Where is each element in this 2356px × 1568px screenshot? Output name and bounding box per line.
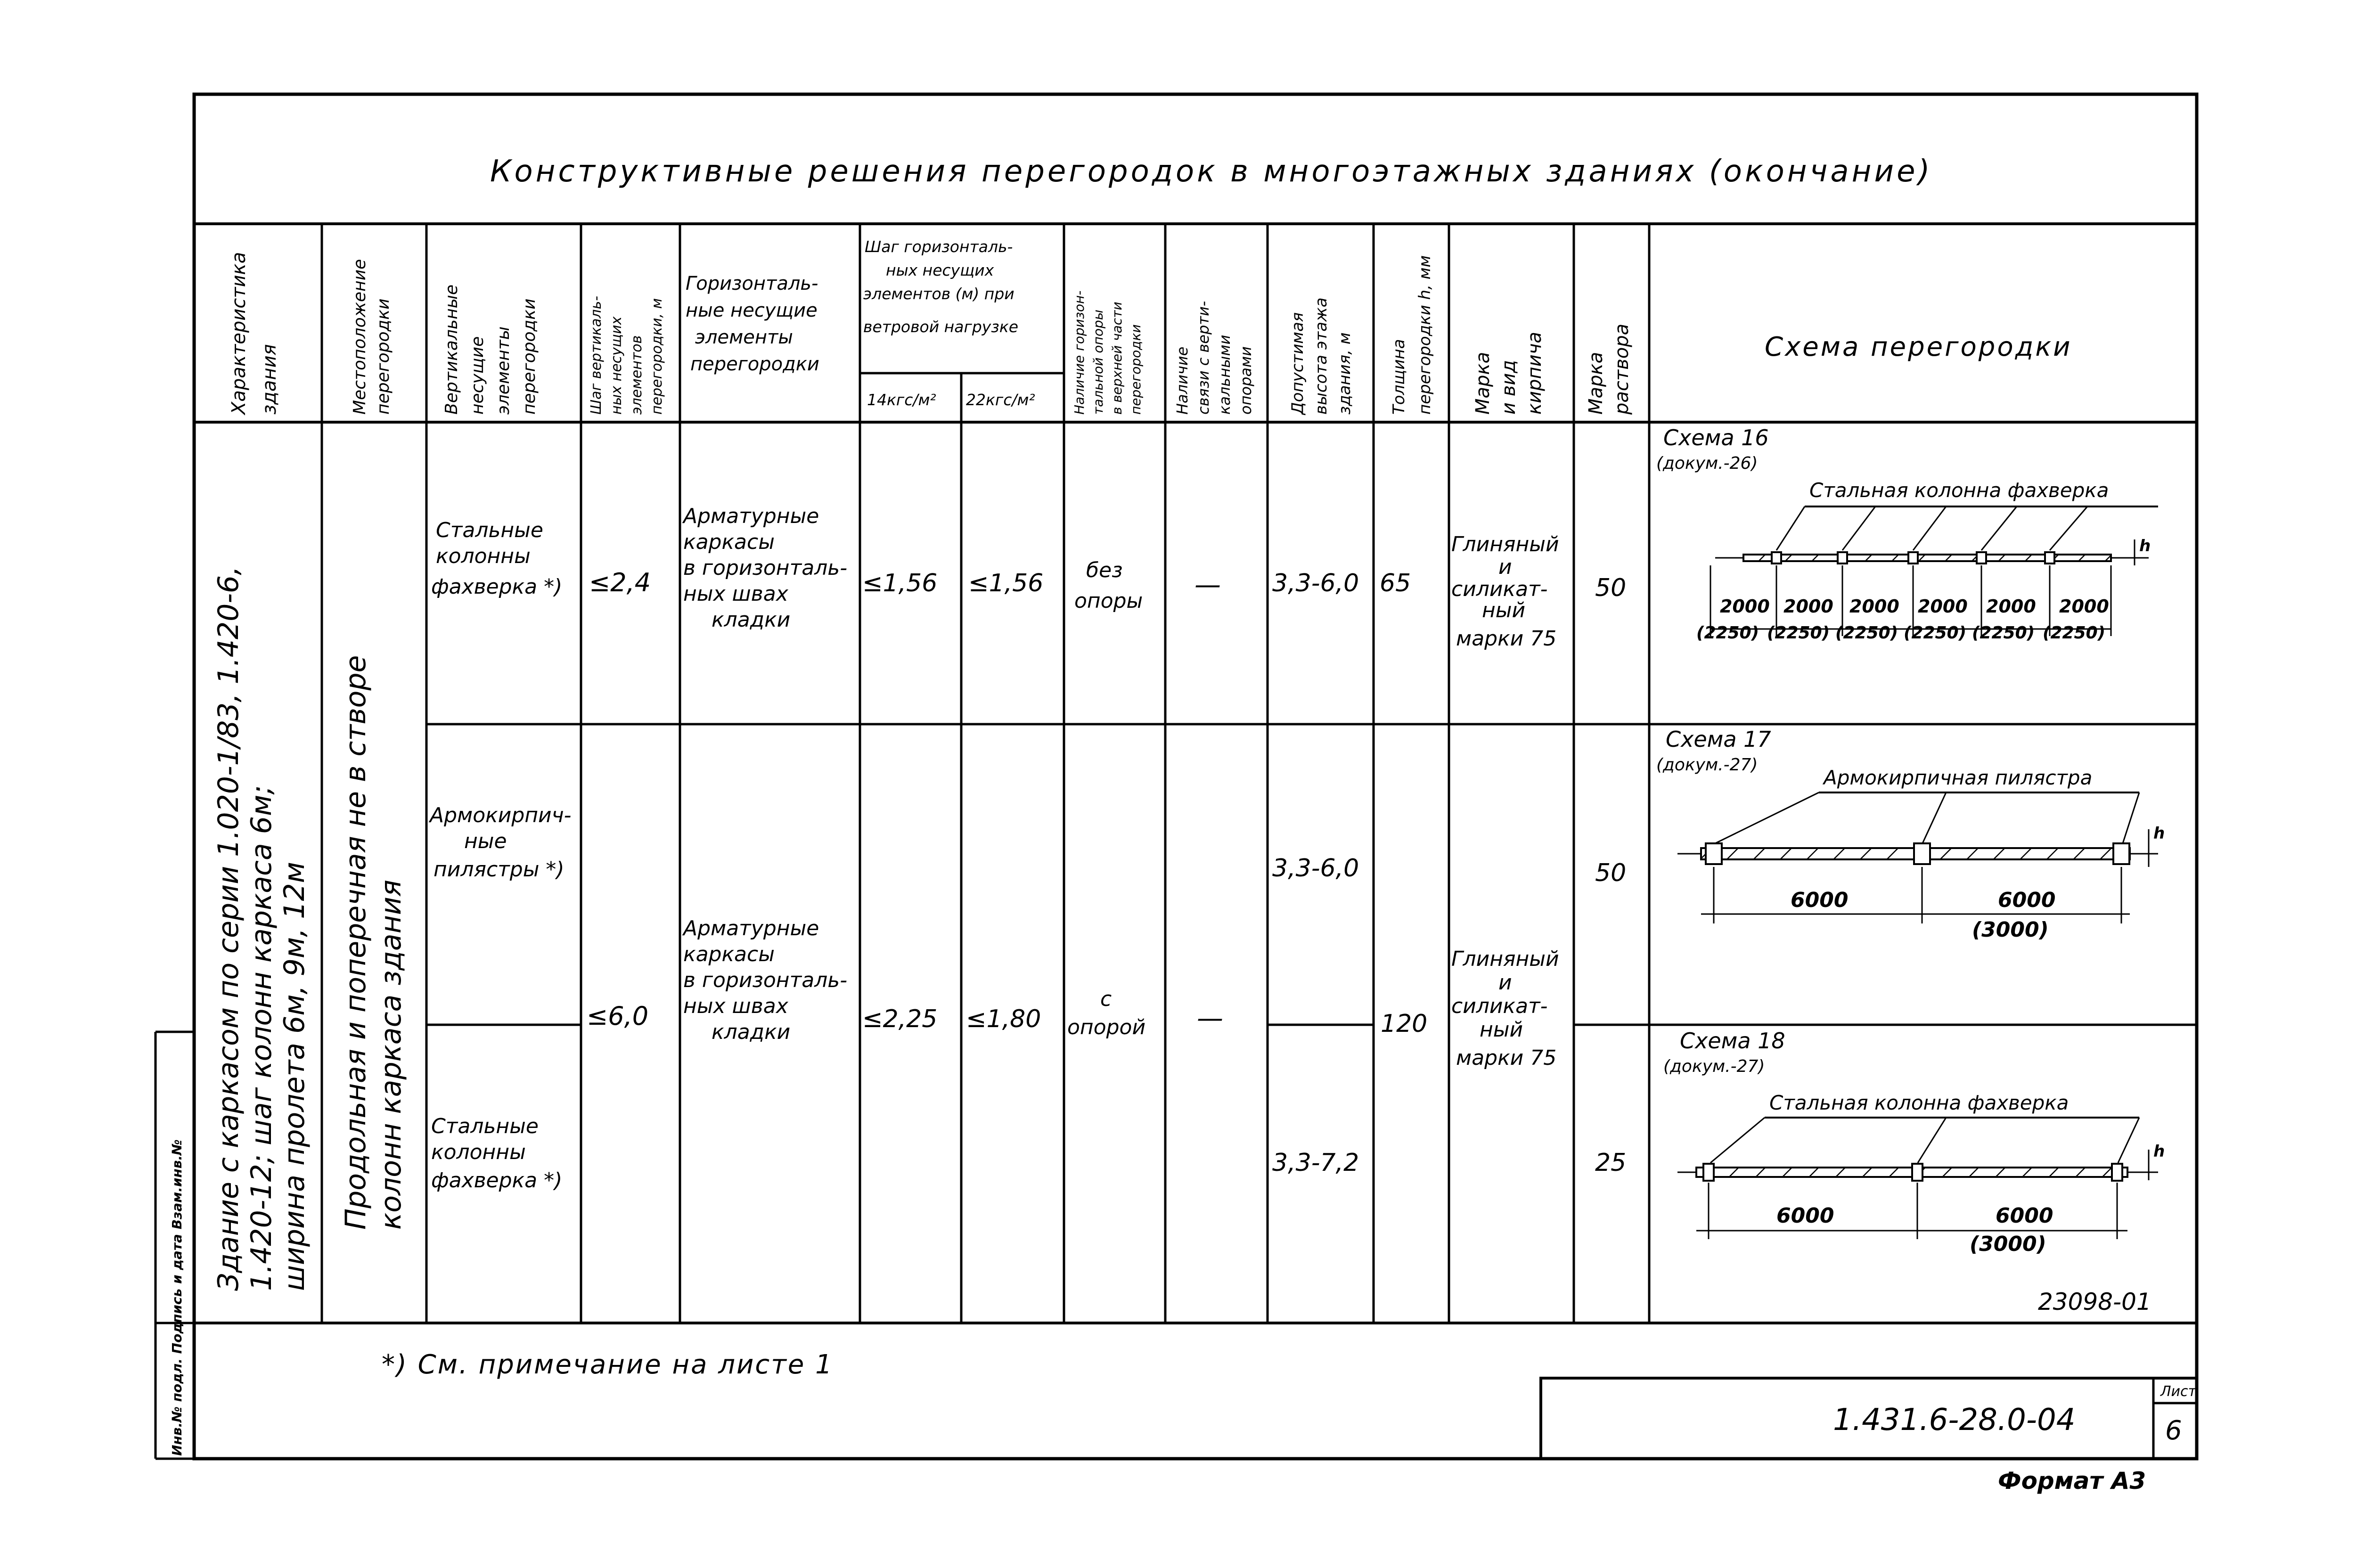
svg-text:в горизонталь-: в горизонталь-	[683, 968, 848, 992]
svg-text:(докум.-27): (докум.-27)	[1656, 755, 1758, 775]
paper-format: Формат А3	[1998, 1467, 2146, 1494]
svg-text:перегородки: перегородки	[690, 353, 819, 375]
scheme-18-leaders	[1710, 1118, 2139, 1163]
svg-text:силикат-: силикат-	[1451, 994, 1548, 1018]
svg-text:элементы: элементы	[695, 327, 793, 348]
svg-text:Допустимая: Допустимая	[1288, 312, 1307, 415]
header-vertical-link	[1173, 301, 1255, 415]
svg-text:и: и	[1498, 555, 1512, 579]
svg-text:высота этажа: высота этажа	[1312, 297, 1331, 415]
table-row-2	[428, 803, 1626, 887]
svg-text:и: и	[1498, 971, 1512, 995]
svg-text:ных швах: ных швах	[683, 582, 788, 606]
svg-text:2000: 2000	[1918, 596, 1968, 617]
svg-text:Марка: Марка	[1585, 351, 1607, 415]
table-row-1	[431, 504, 1626, 651]
svg-text:Арматурные: Арматурные	[683, 504, 819, 528]
svg-text:120: 120	[1381, 1010, 1428, 1038]
svg-text:ный: ный	[1480, 1018, 1523, 1042]
svg-text:кальными: кальными	[1216, 335, 1234, 415]
svg-text:(2250): (2250)	[2043, 623, 2106, 643]
header-vertical-elements	[442, 285, 539, 415]
svg-text:1.420-12; шаг колонн каркаса 6: 1.420-12; шаг колонн каркаса 6м;	[245, 785, 278, 1291]
svg-text:3,3-6,0: 3,3-6,0	[1272, 569, 1359, 597]
svg-text:опоры: опоры	[1074, 589, 1143, 613]
svg-text:Схема 17: Схема 17	[1666, 727, 1771, 752]
svg-text:ные: ные	[464, 829, 507, 853]
svg-text:(2250): (2250)	[1835, 623, 1898, 643]
svg-text:в верхней части: в верхней части	[1109, 302, 1125, 415]
svg-text:кладки: кладки	[712, 608, 791, 632]
document-code: 1.431.6-28.0-04	[1833, 1403, 2076, 1437]
svg-text:(2250): (2250)	[1696, 623, 1759, 643]
svg-text:Шаг вертикаль-: Шаг вертикаль-	[588, 295, 605, 415]
svg-text:6000: 6000	[1791, 888, 1849, 912]
svg-text:опорой: опорой	[1067, 1015, 1146, 1039]
svg-text:3,3-7,2: 3,3-7,2	[1272, 1149, 1359, 1177]
svg-text:65: 65	[1380, 569, 1411, 597]
header-brick	[1472, 332, 1546, 415]
svg-text:тальной опоры: тальной опоры	[1090, 310, 1106, 415]
header-location	[350, 259, 393, 415]
svg-text:2000: 2000	[1783, 596, 1833, 617]
svg-text:элементы: элементы	[494, 326, 513, 415]
svg-text:связи с верти-: связи с верти-	[1194, 301, 1212, 415]
svg-text:Армокирпичная пилястра: Армокирпичная пилястра	[1824, 766, 2093, 789]
header-scheme: Схема перегородки	[1765, 332, 2072, 362]
margin-stamp: Инв.№ подл. Подпись и дата Взам.инв.№	[169, 1139, 185, 1456]
svg-text:≤2,4: ≤2,4	[589, 568, 651, 597]
svg-text:в горизонталь-: в горизонталь-	[683, 556, 848, 580]
svg-text:элементов: элементов	[629, 335, 645, 415]
svg-text:—: —	[1194, 570, 1221, 600]
svg-text:Марка: Марка	[1472, 351, 1494, 415]
svg-text:2000: 2000	[1720, 596, 1770, 617]
svg-text:ширина пролета 6м, 9м, 12м: ширина пролета 6м, 9м, 12м	[278, 862, 311, 1291]
svg-text:≤2,25: ≤2,25	[862, 1005, 938, 1033]
svg-text:силикат-: силикат-	[1451, 577, 1548, 601]
sheet-number: 6	[2165, 1415, 2182, 1446]
svg-text:колонны: колонны	[431, 1140, 526, 1164]
svg-text:Схема 16: Схема 16	[1663, 425, 1769, 450]
header-horizontal-elements	[686, 273, 819, 375]
svg-text:25: 25	[1595, 1149, 1627, 1177]
svg-text:(3000): (3000)	[1970, 1232, 2046, 1256]
svg-text:опорами: опорами	[1237, 346, 1255, 415]
scheme-18	[1663, 1028, 2165, 1256]
svg-text:≤6,0: ≤6,0	[587, 1001, 649, 1031]
svg-text:≤1,80: ≤1,80	[966, 1005, 1041, 1033]
svg-text:Местоположение: Местоположение	[350, 259, 369, 415]
svg-text:ветровой нагрузке: ветровой нагрузке	[863, 318, 1019, 336]
svg-text:2000: 2000	[1986, 596, 2036, 617]
svg-text:Глиняный: Глиняный	[1451, 532, 1559, 556]
footnote: *) См. примечание на листе 1	[382, 1349, 834, 1380]
svg-text:Глиняный: Глиняный	[1451, 947, 1559, 971]
svg-text:ный: ный	[1482, 598, 1526, 622]
svg-text:Здание с каркасом по серии 1.0: Здание с каркасом по серии 1.020-1/83, 1.420-6,	[212, 566, 245, 1291]
svg-text:несущие: несущие	[468, 336, 487, 415]
svg-text:перегородки: перегородки	[1128, 324, 1144, 415]
svg-text:перегородки: перегородки	[374, 298, 393, 415]
scheme-17	[1656, 727, 2165, 942]
svg-text:ные несущие: ные несущие	[686, 300, 818, 321]
scheme-17-leaders	[1715, 792, 2139, 843]
svg-text:2000: 2000	[2059, 596, 2109, 617]
svg-text:Арматурные: Арматурные	[683, 916, 819, 940]
svg-text:и вид: и вид	[1498, 360, 1520, 415]
header-top-support	[1072, 291, 1144, 415]
svg-text:раствора: раствора	[1611, 323, 1633, 415]
svg-text:h: h	[2139, 537, 2151, 555]
header-vertical-step	[588, 296, 665, 415]
svg-text:элементов (м) при: элементов (м) при	[863, 285, 1014, 303]
svg-text:Шаг горизонталь-: Шаг горизонталь-	[865, 237, 1013, 256]
scheme-16-wall	[1743, 555, 2111, 561]
header-characteristic	[228, 252, 280, 416]
svg-text:6000: 6000	[1998, 888, 2056, 912]
header-mortar	[1585, 324, 1633, 415]
svg-text:каркасы: каркасы	[683, 530, 775, 554]
svg-text:50: 50	[1595, 859, 1627, 887]
svg-text:фахверка *): фахверка *)	[431, 1168, 563, 1192]
sheet-label: Лист	[2160, 1383, 2197, 1400]
svg-text:кладки: кладки	[712, 1020, 791, 1044]
header-wind-22: 22кгс/м²	[966, 391, 1035, 409]
svg-text:колонны: колонны	[436, 544, 531, 568]
building-characteristic	[212, 566, 311, 1291]
sheet-title: Конструктивные решения перегородок в многоэтажных зданиях (окончание)	[490, 154, 1933, 189]
svg-text:Схема 18: Схема 18	[1680, 1028, 1785, 1054]
header-horizontal-step	[863, 237, 1035, 409]
svg-text:Толщина: Толщина	[1390, 339, 1408, 415]
table-row-3	[431, 1114, 1626, 1192]
svg-text:пилястры *): пилястры *)	[434, 858, 564, 882]
svg-text:Характеристика: Характеристика	[228, 252, 250, 415]
svg-text:фахверка *): фахверка *)	[431, 575, 563, 599]
inventory-number: 23098-01	[2038, 1288, 2151, 1315]
svg-text:(2250): (2250)	[1972, 623, 2035, 643]
svg-text:кирпича: кирпича	[1524, 332, 1546, 415]
svg-text:колонн каркаса здания: колонн каркаса здания	[375, 880, 408, 1230]
svg-text:перегородки: перегородки	[520, 298, 539, 415]
svg-text:ных швах: ных швах	[683, 994, 788, 1018]
svg-text:50: 50	[1595, 574, 1627, 602]
svg-text:ных несущих: ных несущих	[886, 261, 994, 279]
scheme-16	[1656, 425, 2158, 643]
svg-text:Горизонталь-: Горизонталь-	[686, 273, 818, 294]
svg-text:(докум.-27): (докум.-27)	[1663, 1057, 1765, 1076]
svg-text:Вертикальные: Вертикальные	[442, 284, 461, 415]
svg-text:(2250): (2250)	[1904, 623, 1967, 643]
svg-text:здания: здания	[259, 344, 280, 415]
svg-text:с: с	[1100, 987, 1112, 1011]
svg-text:здания, м: здания, м	[1335, 332, 1354, 415]
svg-text:перегородки h, мм: перегородки h, мм	[1415, 255, 1434, 415]
svg-text:Армокирпич-: Армокирпич-	[430, 803, 572, 827]
svg-text:марки 75: марки 75	[1456, 1046, 1557, 1070]
svg-text:(2250): (2250)	[1767, 623, 1830, 643]
svg-text:h: h	[2153, 824, 2165, 843]
svg-text:каркасы: каркасы	[683, 942, 775, 966]
partition-location	[339, 655, 408, 1230]
svg-text:6000: 6000	[1996, 1204, 2053, 1228]
svg-text:h: h	[2153, 1142, 2165, 1161]
svg-text:ных несущих: ных несущих	[608, 316, 625, 415]
svg-text:(докум.-26): (докум.-26)	[1656, 454, 1758, 473]
svg-text:—: —	[1197, 1003, 1223, 1034]
svg-text:марки 75: марки 75	[1456, 627, 1557, 651]
svg-text:2000: 2000	[1849, 596, 1899, 617]
svg-text:Стальная колонна фахверка: Стальная колонна фахверка	[1809, 479, 2109, 502]
svg-text:(3000): (3000)	[1972, 918, 2049, 942]
svg-text:Наличие: Наличие	[1173, 346, 1191, 415]
svg-text:Продольная и поперечная не в с: Продольная и поперечная не в створе	[339, 655, 372, 1230]
svg-text:≤1,56: ≤1,56	[862, 569, 938, 597]
header-wind-14: 14кгс/м²	[867, 391, 936, 409]
svg-text:≤1,56: ≤1,56	[968, 569, 1044, 597]
table-rows-2-3-merged	[587, 916, 1559, 1070]
svg-text:без: без	[1086, 558, 1123, 582]
svg-text:перегородки, м: перегородки, м	[649, 298, 665, 415]
svg-text:6000: 6000	[1776, 1204, 1834, 1228]
svg-text:Наличие горизон-: Наличие горизон-	[1072, 290, 1087, 415]
svg-text:Стальные: Стальные	[436, 518, 543, 542]
svg-text:Стальные: Стальные	[431, 1114, 539, 1138]
svg-text:Стальная колонна фахверка: Стальная колонна фахверка	[1769, 1091, 2069, 1114]
header-thickness	[1390, 255, 1434, 415]
header-floor-height	[1288, 297, 1354, 416]
svg-text:3,3-6,0: 3,3-6,0	[1272, 854, 1359, 882]
scheme-16-leaders	[1776, 506, 2087, 550]
